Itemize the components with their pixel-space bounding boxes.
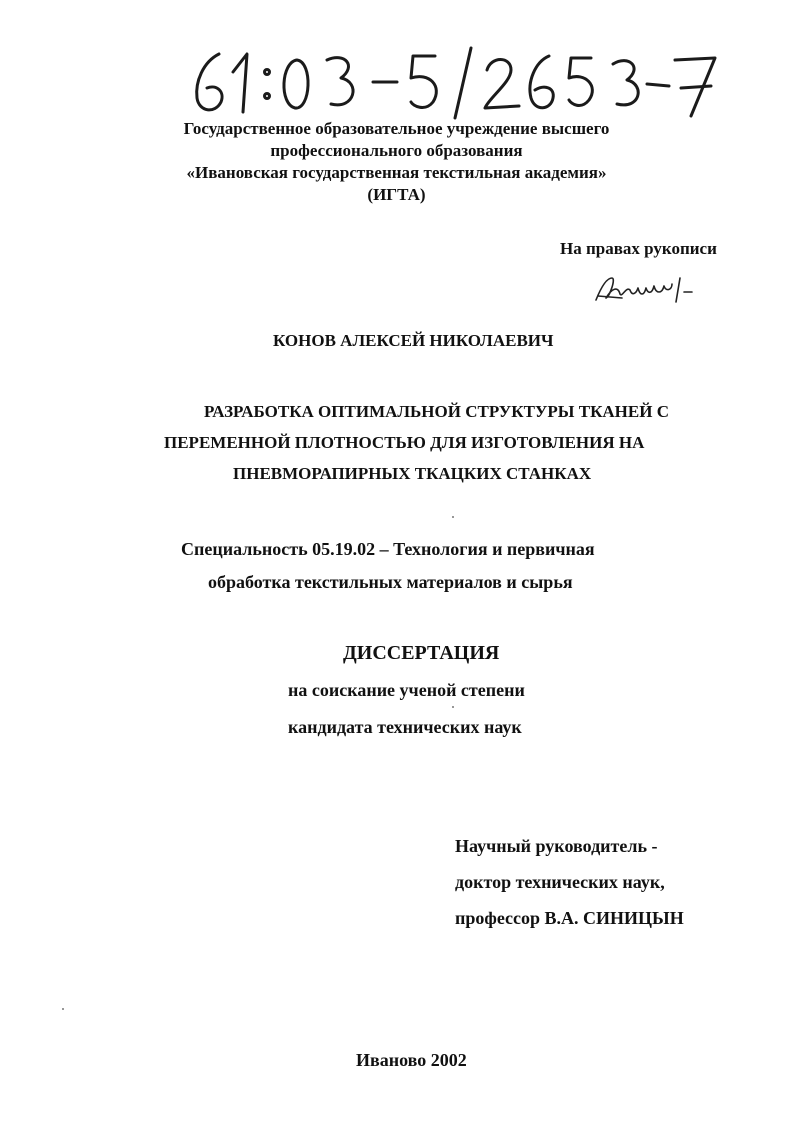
dissertation-heading: ДИССЕРТАЦИЯ — [343, 642, 500, 664]
supervisor-block — [455, 828, 684, 936]
handwritten-archive-code — [185, 42, 725, 122]
handwritten-signature — [592, 272, 702, 306]
degree-line-1: на соискание ученой степени — [288, 680, 525, 700]
supervisor-line-1: Научный руководитель - — [455, 836, 658, 856]
supervisor-line-2: доктор технических наук, — [455, 872, 665, 892]
institution-block — [0, 118, 793, 206]
specialty-line-1: Специальность 05.19.02 – Технология и первичная — [181, 539, 595, 559]
institution-line-4: (ИГТА) — [367, 185, 426, 204]
degree-line-2: кандидата технических наук — [288, 717, 522, 737]
title-line-2: ПЕРЕМЕННОЙ ПЛОТНОСТЬЮ ДЛЯ ИЗГОТОВЛЕНИЯ НА — [164, 433, 645, 452]
scan-speck — [452, 706, 454, 708]
title-line-1: РАЗРАБОТКА ОПТИМАЛЬНОЙ СТРУКТУРЫ ТКАНЕЙ С — [204, 402, 669, 421]
specialty-line-2: обработка текстильных материалов и сырья — [208, 572, 573, 592]
institution-line-1: Государственное образовательное учреждение высшего — [183, 119, 610, 138]
city-year: Иваново 2002 — [356, 1050, 467, 1070]
institution-line-3: «Ивановская государственная текстильная академия» — [186, 163, 607, 182]
scan-speck — [62, 1008, 64, 1010]
author-name: КОНОВ АЛЕКСЕЙ НИКОЛАЕВИЧ — [273, 331, 554, 350]
title-line-3: ПНЕВМОРАПИРНЫХ ТКАЦКИХ СТАНКАХ — [233, 464, 592, 483]
rights-note: На правах рукописи — [560, 239, 717, 258]
scan-speck — [452, 516, 454, 518]
institution-line-2: профессионального образования — [270, 141, 523, 160]
supervisor-line-3: профессор В.А. СИНИЦЫН — [455, 908, 684, 928]
